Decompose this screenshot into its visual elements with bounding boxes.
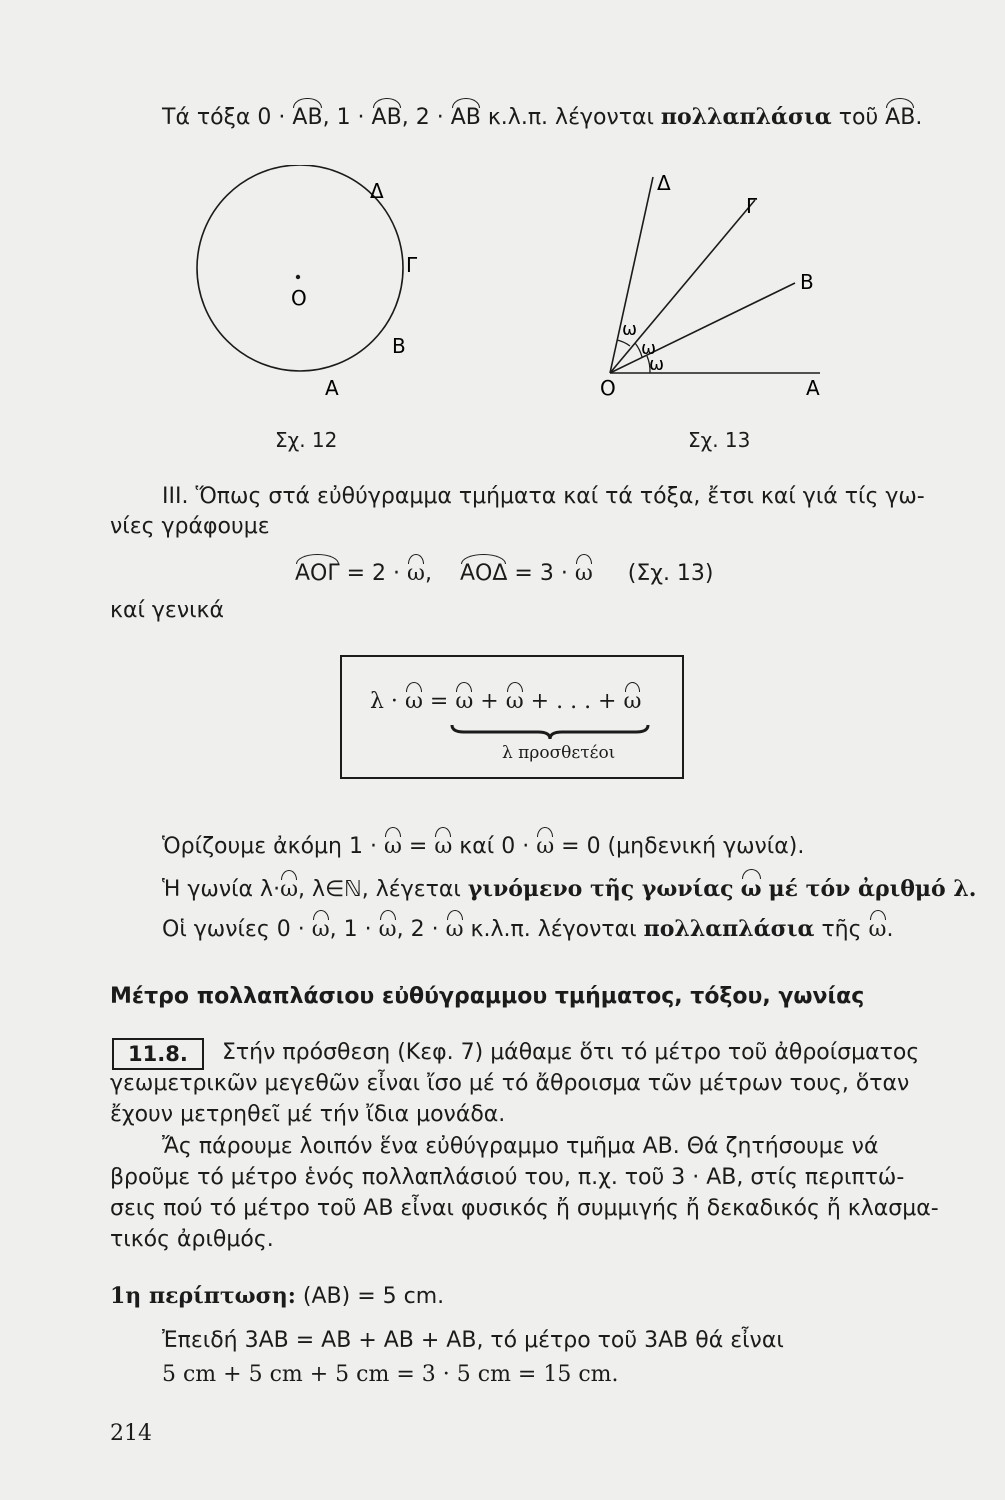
label-omega-1: ω: [622, 319, 638, 340]
label-Delta: Δ: [370, 179, 384, 203]
omega: ω: [407, 561, 425, 586]
definition-line2: Ἡ γωνία λ·ω, λ∈ℕ, λέγεται γινόμενο τῆς γωνίας ω μέ τόν ἀριθμό λ.: [162, 876, 977, 902]
section-III-line2: νίες γράφουμε: [110, 514, 270, 539]
section-number: 11.8.: [112, 1038, 204, 1070]
arc-ab: AB: [371, 105, 402, 130]
label-B: Β: [800, 270, 814, 294]
equation-line: ΑΟΓ = 2 · ω, ΑΟΔ = 3 · ω (Σχ. 13): [295, 561, 714, 586]
arc-ab: AB: [450, 105, 481, 130]
omega: ω: [574, 561, 593, 586]
formula-box: [340, 655, 684, 779]
underbrace: [450, 723, 650, 741]
case1-line1: [110, 1283, 444, 1309]
formula-line: λ · ω = ω + ω + . . . + ω: [370, 689, 642, 714]
section-III-line1: III. Ὅπως στά εὐθύγραμμα τμήματα καί τά τόξα, ἔτσι καί γιά τίς γω-: [162, 484, 925, 509]
center-dot: [296, 275, 300, 279]
section-heading: Μέτρο πολλαπλάσιου εὐθύγραμμου τμήματος, τόξου, γωνίας: [110, 984, 865, 1009]
eq1-mid: = 2 ·: [346, 561, 401, 586]
text-tail: τοῦ: [838, 105, 879, 130]
mult-2: 2 ·: [415, 105, 444, 130]
ray-OB: [610, 283, 795, 373]
arc-ab: AB: [885, 105, 916, 130]
figure-12: [180, 165, 440, 405]
page-number: 214: [110, 1421, 152, 1446]
mult-1: 1 ·: [336, 105, 365, 130]
label-A: Α: [325, 376, 339, 400]
s118-line4: Ἄς πάρουμε λοιπόν ἕνα εὐθύγραμμο τμῆμα ΑΒ. Θά ζητήσουμε νά: [162, 1134, 879, 1159]
case1-line3: 5 cm + 5 cm + 5 cm = 3 · 5 cm = 15 cm.: [162, 1362, 619, 1387]
s118-line5: βροῦμε τό μέτρο ἑνός πολλαπλάσιού του, π.χ. τοῦ 3 · ΑΒ, στίς περιπτώ-: [110, 1165, 905, 1190]
label-A: Α: [806, 376, 820, 400]
text-lead: Τά τόξα: [162, 105, 251, 130]
angle-AOG: ΑΟΓ: [295, 561, 340, 586]
figure-13: [590, 165, 850, 405]
label-O: Ο: [291, 286, 307, 310]
label-omega-2: ω: [641, 338, 657, 359]
angle-AOD: ΑΟΔ: [459, 561, 508, 586]
eq2-mid: = 3 ·: [514, 561, 568, 586]
label-Delta: Δ: [657, 171, 671, 195]
label-O: Ο: [600, 376, 616, 400]
fig12-caption: Σχ. 12: [275, 428, 338, 452]
definition-line3: Οἱ γωνίες 0 · ω, 1 · ω, 2 · ω κ.λ.π. λέγονται πολλαπλάσια τῆς ω.: [162, 916, 894, 942]
label-omega-3: ω: [649, 354, 665, 375]
fig13-caption: Σχ. 13: [688, 428, 751, 452]
text-etc: κ.λ.π. λέγονται: [487, 105, 654, 130]
case1-title: 1η περίπτωση:: [110, 1283, 296, 1309]
label-Gamma: Γ: [406, 253, 418, 277]
definition-line1: Ὁρίζουμε ἀκόμη 1 · ω = ω καί 0 · ω = 0 (μηδενική γωνία).: [162, 834, 805, 859]
ray-OGamma: [610, 200, 755, 373]
arc-ab: AB: [292, 105, 323, 130]
mult-0: 0 ·: [257, 105, 286, 130]
underbrace-label: λ προσθετέοι: [502, 743, 616, 763]
generally-text: καί γενικά: [110, 598, 225, 623]
case1-line2: Ἐπειδή 3ΑΒ = ΑΒ + ΑΒ + ΑΒ, τό μέτρο τοῦ 3ΑΒ θά εἶναι: [162, 1328, 784, 1353]
s118-line2: γεωμετρικῶν μεγεθῶν εἶναι ἴσο μέ τό ἄθροισμα τῶν μέτρων τους, ὅταν: [110, 1071, 910, 1096]
multiples-arcs-line: Τά τόξα 0 · AB, 1 · AB, 2 · AB κ.λ.π. λέγονται πολλαπλάσια τοῦ AB.: [162, 104, 923, 130]
bold-multiples: πολλαπλάσια: [660, 104, 832, 130]
case1-value: (ΑΒ) = 5 cm.: [302, 1284, 445, 1309]
label-Gamma: Γ: [746, 194, 758, 218]
s118-line6: σεις πού τό μέτρο τοῦ ΑΒ εἶναι φυσικός ἤ συμμιγής ἤ δεκαδικός ἤ κλασμα-: [110, 1196, 939, 1221]
label-B: Β: [392, 334, 406, 358]
s118-line3: ἔχουν μετρηθεῖ μέ τήν ἴδια μονάδα.: [110, 1102, 506, 1127]
s118-line7: τικός ἀριθμός.: [110, 1227, 274, 1252]
s118-line1: Στήν πρόσθεση (Κεφ. 7) μάθαμε ὅτι τό μέτρο τοῦ ἀθροίσματος: [222, 1040, 920, 1065]
figure-ref: (Σχ. 13): [627, 561, 714, 586]
